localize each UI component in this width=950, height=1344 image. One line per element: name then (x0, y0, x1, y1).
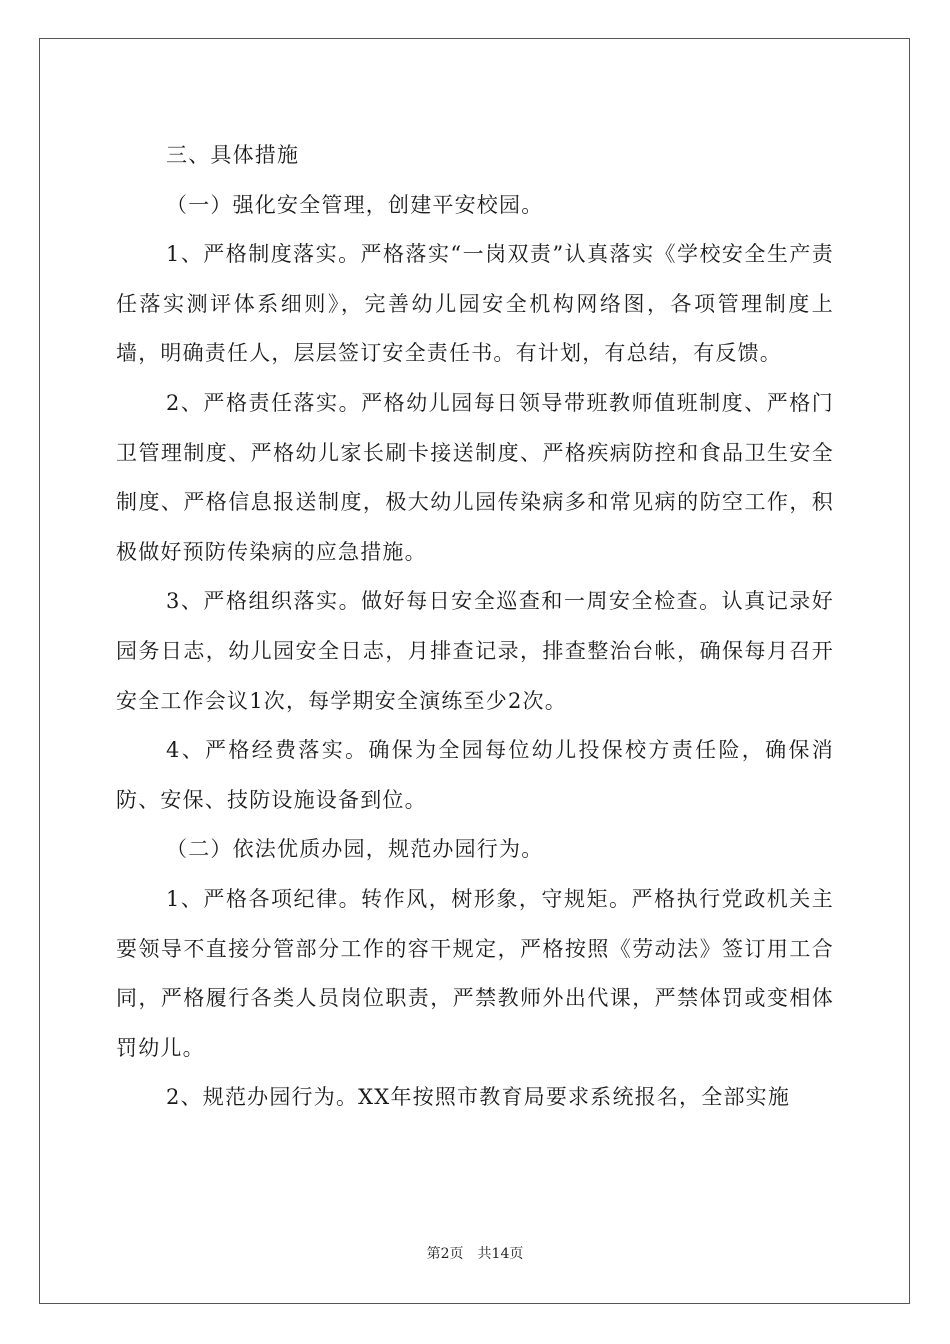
section-heading: 三、具体措施 (166, 143, 300, 167)
subsection-heading: （一）强化安全管理，创建平安校园。 (166, 192, 544, 217)
paragraph: 3、严格组织落实。做好每日安全巡查和一周安全检查。认真记录好园务日志，幼儿园安全日志，月排查记录，排查整治台帐，确保每月召开安全工作会议1次，每学期安全演练至少2次。 (116, 589, 834, 713)
paragraph: 1、严格制度落实。严格落实“一岗双责”认真落实《学校安全生产责任落实测评体系细则》，完善幼儿园安全机构网络图，各项管理制度上墙，明确责任人，层层签订安全责任书。有计划，有总结，有反馈。 (116, 242, 834, 366)
subsection-heading: （二）依法优质办园，规范办园行为。 (166, 837, 544, 862)
paragraph: 4、严格经费落实。确保为全园每位幼儿投保校方责任险，确保消防、安保、技防设施设备到位。 (116, 738, 834, 812)
paragraph: 2、规范办园行为。XX年按照市教育局要求系统报名，全部实施 (166, 1085, 791, 1110)
paragraph: 2、严格责任落实。严格幼儿园每日领导带班教师值班制度、严格门卫管理制度、严格幼儿家长刷卡接送制度、严格疾病防控和食品卫生安全制度、严格信息报送制度，极大幼儿园传染病多和常见病的防空工作，积极做好预防传染病的应急措施。 (116, 390, 834, 564)
document-body (116, 131, 834, 1123)
page-number-footer: 第2页 共14页 (426, 1246, 524, 1262)
paragraph: 1、严格各项纪律。转作风，树形象，守规矩。严格执行党政机关主要领导不直接分管部分工作的容干规定，严格按照《劳动法》签订用工合同，严格履行各类人员岗位职责，严禁教师外出代课，严禁体罚或变相体罚幼儿。 (116, 886, 834, 1060)
